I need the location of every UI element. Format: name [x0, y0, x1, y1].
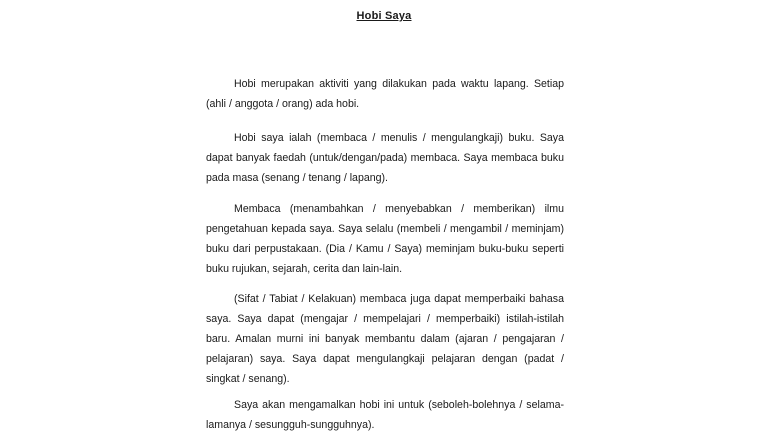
document-title: Hobi Saya — [356, 10, 412, 22]
paragraph-2: Hobi saya ialah (membaca / menulis / mengulangkaji) buku. Saya dapat banyak faedah (untuk/dengan/pada) membaca. Saya membaca buku pada masa (senang / tenang / lapang). — [206, 131, 564, 184]
paragraph-1: Hobi merupakan aktiviti yang dilakukan pada waktu lapang. Setiap (ahli / anggota / orang) ada hobi. — [206, 77, 564, 110]
paragraph-3: Membaca (menambahkan / menyebabkan / memberikan) ilmu pengetahuan kepada saya. Saya selalu (membeli / mengambil / meminjam) buku dari perpustakaan. (Dia / Kamu / Saya) meminjam buku-buku seperti buku rujukan, sejarah, cerita dan lain-lain. — [206, 202, 564, 275]
paragraph-5: Saya akan mengamalkan hobi ini untuk (seboleh-bolehnya / selama-lamanya / sesungguh-sungguhnya). — [206, 398, 564, 431]
paragraph-4: (Sifat / Tabiat / Kelakuan) membaca juga dapat memperbaiki bahasa saya. Saya dapat (mengajar / mempelajari / memperbaiki) istilah-istilah baru. Amalan murni ini banyak membantu dalam (ajaran / pengajaran / pelajaran) saya. Saya dapat mengulangkaji pelajaran dengan (padat / singkat / senang). — [206, 292, 564, 385]
